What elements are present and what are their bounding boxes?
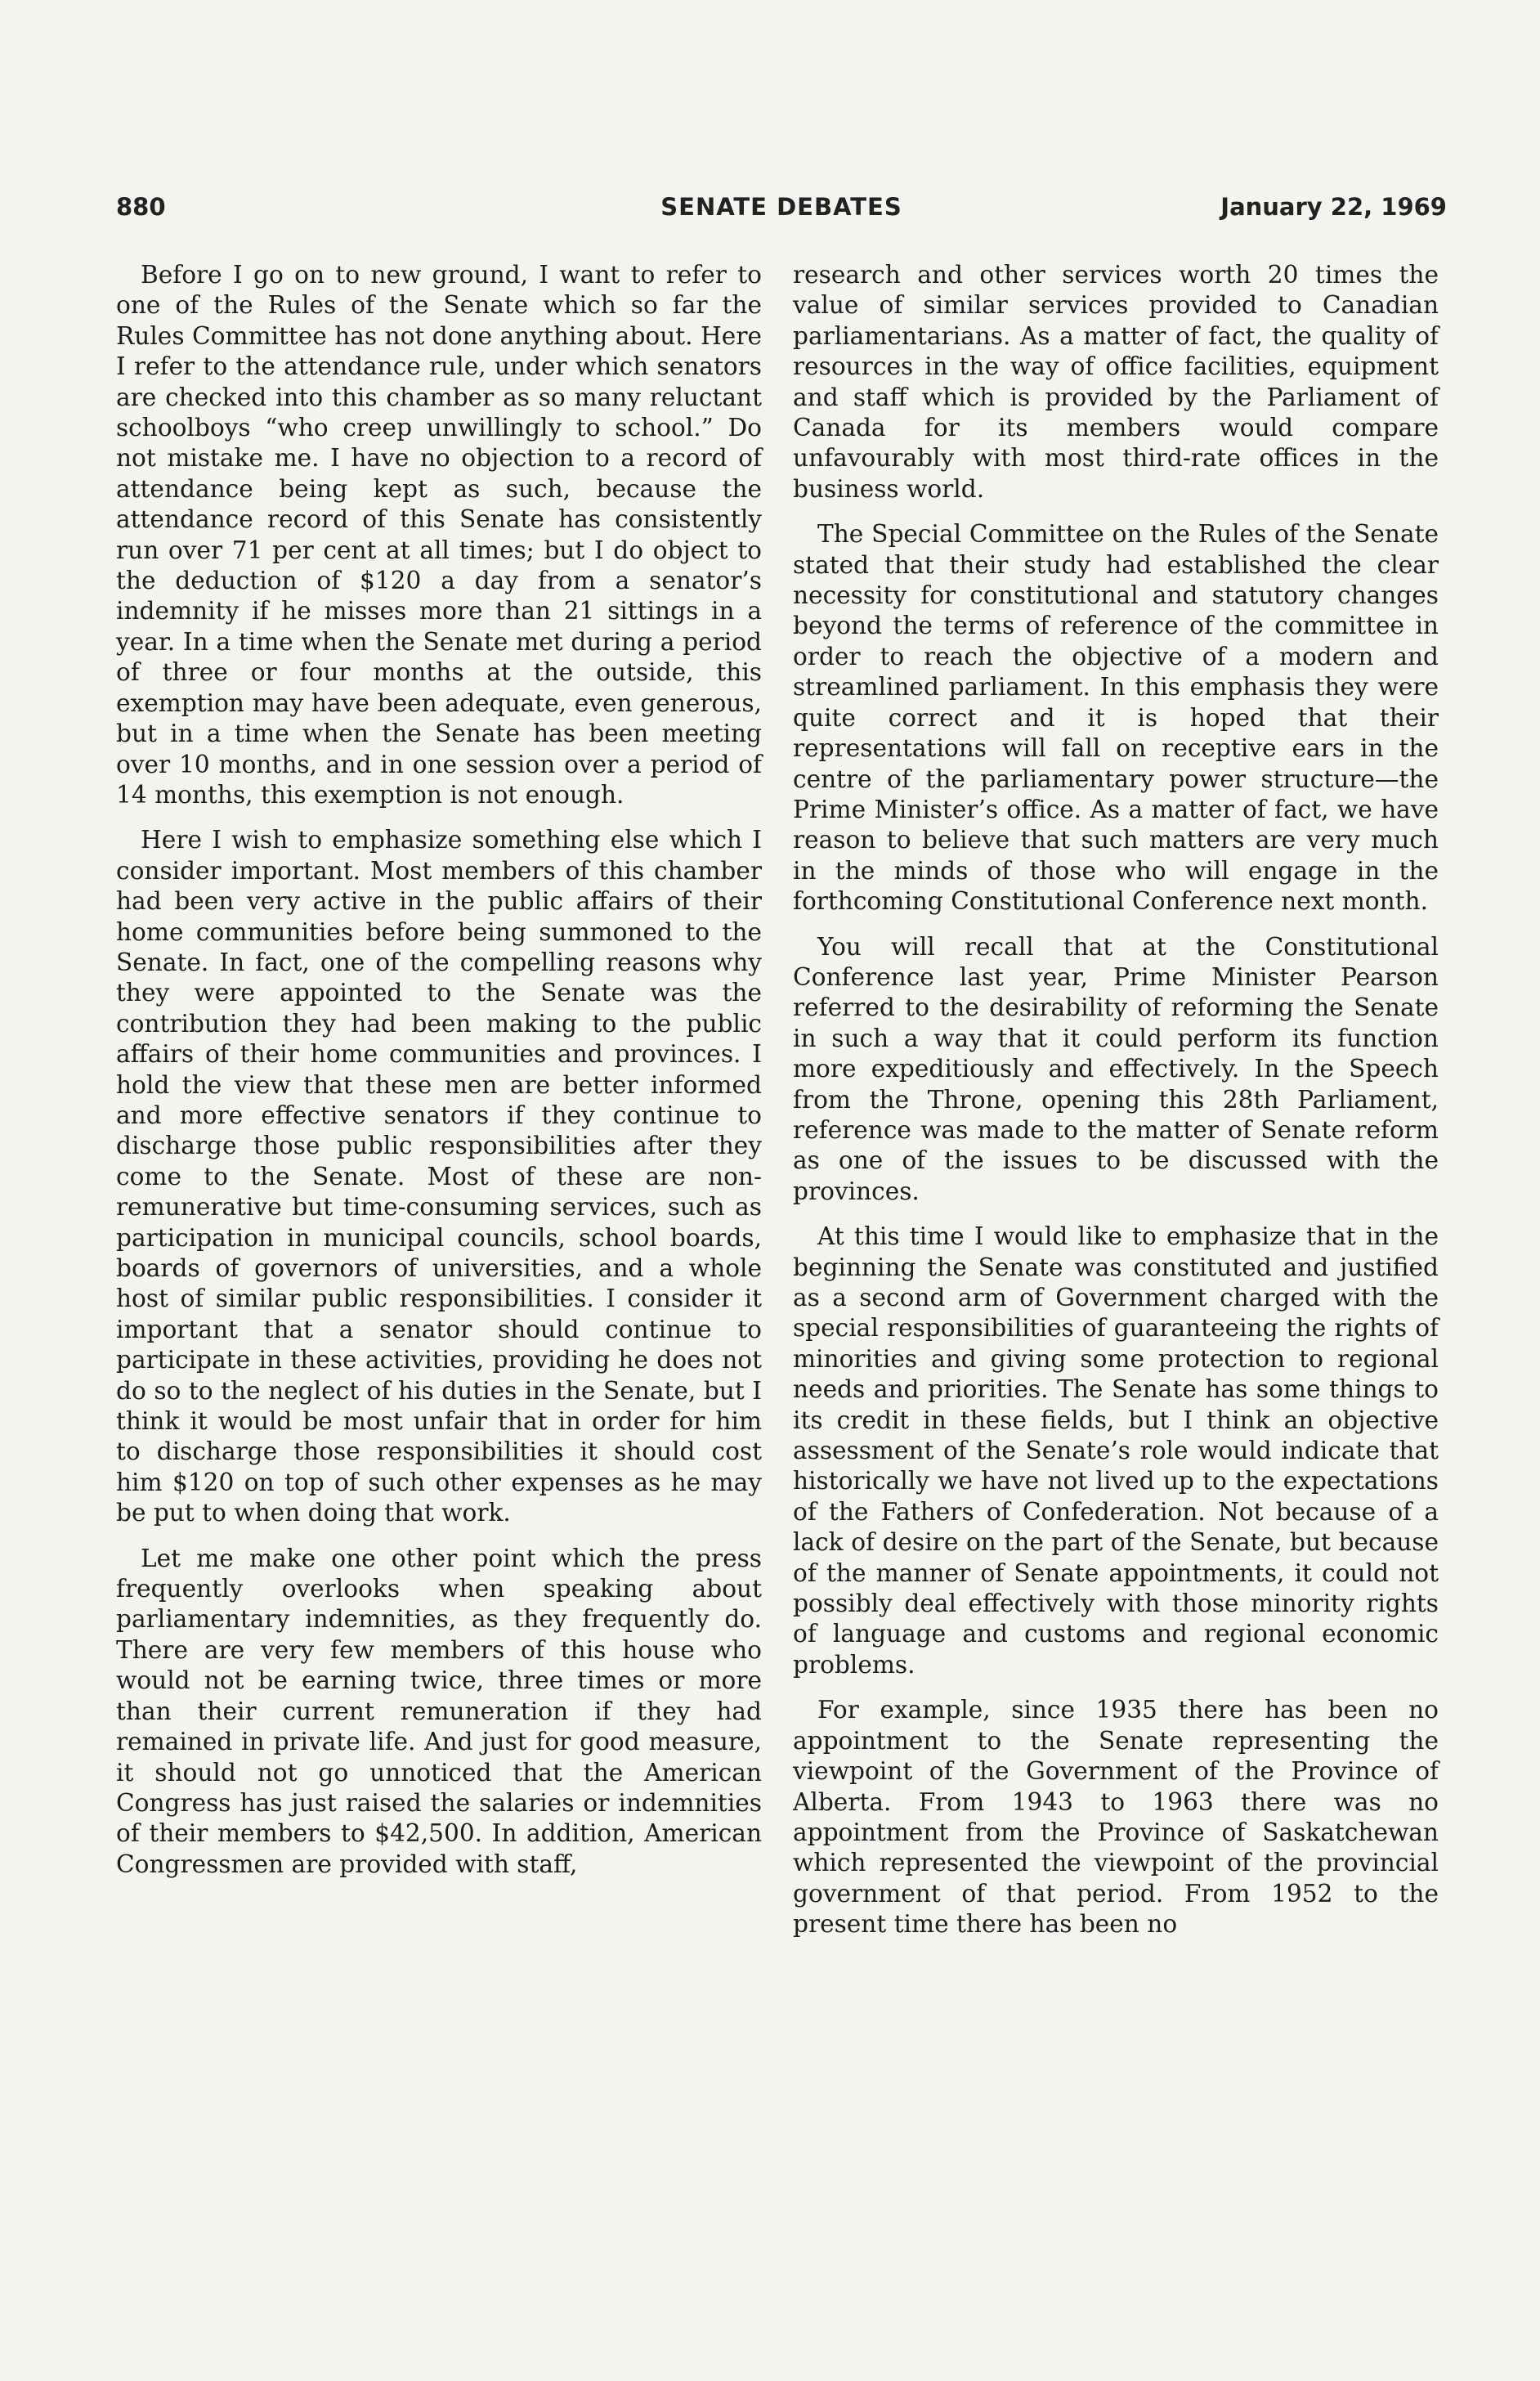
right-column [793, 260, 1439, 1955]
paragraph: At this time I would like to emphasize that in the beginning the Senate was constituted and justified as a second arm of Government charged with the special responsibilities of guaranteeing the rights of minorities and giving some protection to regional needs and priorities. The Senate has some things to its credit in these fields, but I think an objective assessment of the Senate’s role would indicate that historically we have not lived up to the expectations of the Fathers of Confederation. Not because of a lack of desire on the part of the Senate, but because of the manner of Senate appointments, it could not possibly deal effectively with those minority rights of language and customs and regional economic problems. [793, 1222, 1439, 1679]
paragraph: Let me make one other point which the press frequently overlooks when speaking about parliamentary indemnities, as they frequently do. There are very few members of this house who would not be earning twice, three times or more than their current remuneration if they had remained in private life. And just for good measure, it should not go unnoticed that the American Congress has just raised the salaries or indemnities of their members to $42,500. In addition, American Congressmen are provided with staff, [116, 1544, 762, 1878]
page-header [116, 193, 1447, 234]
paragraph: The Special Committee on the Rules of the Senate stated that their study had established the clear necessity for constitutional and statutory changes beyond the terms of reference of the committee in order to reach the objective of a modern and streamlined parliament. In this emphasis they were quite correct and it is hoped that their representations will fall on receptive ears in the centre of the parliamentary power structure—the Prime Minister’s office. As a matter of fact, we have reason to believe that such matters are very much in the minds of those who will engage in the forthcoming Constitutional Conference next month. [793, 520, 1439, 916]
running-title: SENATE DEBATES [660, 193, 902, 221]
paragraph: You will recall that at the Constitutional Conference last year, Prime Minister Pearson referred to the desirability of reforming the Senate in such a way that it could perform its function more expeditiously and effectively. In the Speech from the Throne, opening this 28th Parliament, reference was made to the matter of Senate reform as one of the issues to be discussed with the provinces. [793, 932, 1439, 1205]
header-date: January 22, 1969 [1220, 193, 1447, 221]
paragraph: research and other services worth 20 times the value of similar services provided to Canadian parliamentarians. As a matter of fact, the quality of resources in the way of office facilities, equipment and staff which is provided by the Parliament of Canada for its members would compare unfavourably with most third-rate offices in the business world. [793, 261, 1439, 503]
left-column [116, 260, 762, 1894]
paragraph: For example, since 1935 there has been no appointment to the Senate representing the viewpoint of the Government of the Province of Alberta. From 1943 to 1963 there was no appointment from the Province of Saskatchewan which represented the viewpoint of the provincial government of that period. From 1952 to the present time there has been no [793, 1696, 1439, 1939]
paragraph: Here I wish to emphasize something else which I consider important. Most members of this chamber had been very active in the public affairs of their home communities before being summoned to the Senate. In fact, one of the compelling reasons why they were appointed to the Senate was the contribution they had been making to the public affairs of their home communities and provinces. I hold the view that these men are better informed and more effective senators if they continue to discharge those public responsibilities after they come to the Senate. Most of these are non-remunerative but time-consuming services, such as participation in municipal councils, school boards, boards of governors of universities, and a whole host of similar public responsibilities. I consider it important that a senator should continue to participate in these activities, providing he does not do so to the neglect of his duties in the Senate, but I think it would be most unfair that in order for him to discharge those responsibilities it should cost him $120 on top of such other expenses as he may be put to when doing that work. [116, 826, 762, 1527]
paragraph: Before I go on to new ground, I want to refer to one of the Rules of the Senate which so far the Rules Committee has not done anything about. Here I refer to the attendance rule, under which senators are checked into this chamber as so many reluctant schoolboys “who creep unwillingly to school.” Do not mistake me. I have no objection to a record of attendance being kept as such, because the attendance record of this Senate has consistently run over 71 per cent at all times; but I do object to the deduction of $120 a day from a senator’s indemnity if he misses more than 21 sittings in a year. In a time when the Senate met during a period of three or four months at the outside, this exemption may have been adequate, even generous, but in a time when the Senate has been meeting over 10 months, and in one session over a period of 14 months, this exemption is not enough. [116, 261, 762, 809]
page-number: 880 [116, 193, 166, 221]
